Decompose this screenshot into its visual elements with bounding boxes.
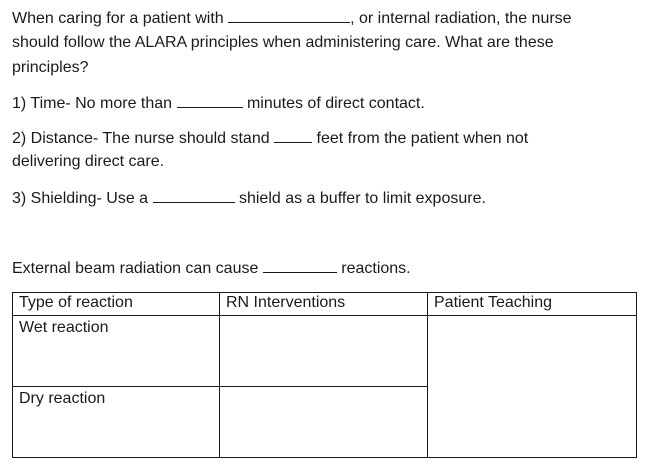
external-beam-question [12,258,411,279]
distance-text-end: feet from the patient when not [312,130,529,147]
principle-shielding [12,188,486,209]
cell-dry-interventions[interactable] [220,387,428,458]
principle-time [12,93,425,114]
blank-reaction-count[interactable] [263,258,337,273]
external-text-end: reactions. [336,260,411,277]
blank-shield-type[interactable] [153,188,235,203]
cell-wet-interventions[interactable] [220,316,428,387]
external-text-start: External beam radiation can cause [12,260,263,277]
cell-patient-teaching[interactable] [428,316,637,458]
intro-line-3: principles? [12,59,89,76]
shielding-text-end: shield as a buffer to limit exposure. [234,190,486,207]
blank-distance-feet[interactable] [274,128,312,143]
intro-text-start: When caring for a patient with [12,10,229,27]
table-row [13,316,637,387]
blank-time-minutes[interactable] [177,93,243,108]
header-rn-interventions: RN Interventions [220,293,428,316]
header-type-of-reaction: Type of reaction [13,293,220,316]
table-header-row [13,293,637,316]
cell-dry-reaction: Dry reaction [13,387,220,458]
intro-text-end: , or internal radiation, the nurse [350,10,572,27]
intro-line-1 [12,8,572,29]
shielding-text-start: 3) Shielding- Use a [12,190,153,207]
principle-distance-line-2: delivering direct care. [12,153,165,170]
cell-wet-reaction: Wet reaction [13,316,220,387]
reactions-table [12,292,637,458]
time-text-start: 1) Time- No more than [12,95,177,112]
distance-text-start: 2) Distance- The nurse should stand [12,130,275,147]
header-patient-teaching: Patient Teaching [428,293,637,316]
principle-distance [12,128,528,149]
time-text-end: minutes of direct contact. [242,95,425,112]
blank-radiation-type[interactable] [228,8,350,23]
intro-line-2: should follow the ALARA principles when administering care. What are these [12,34,554,51]
